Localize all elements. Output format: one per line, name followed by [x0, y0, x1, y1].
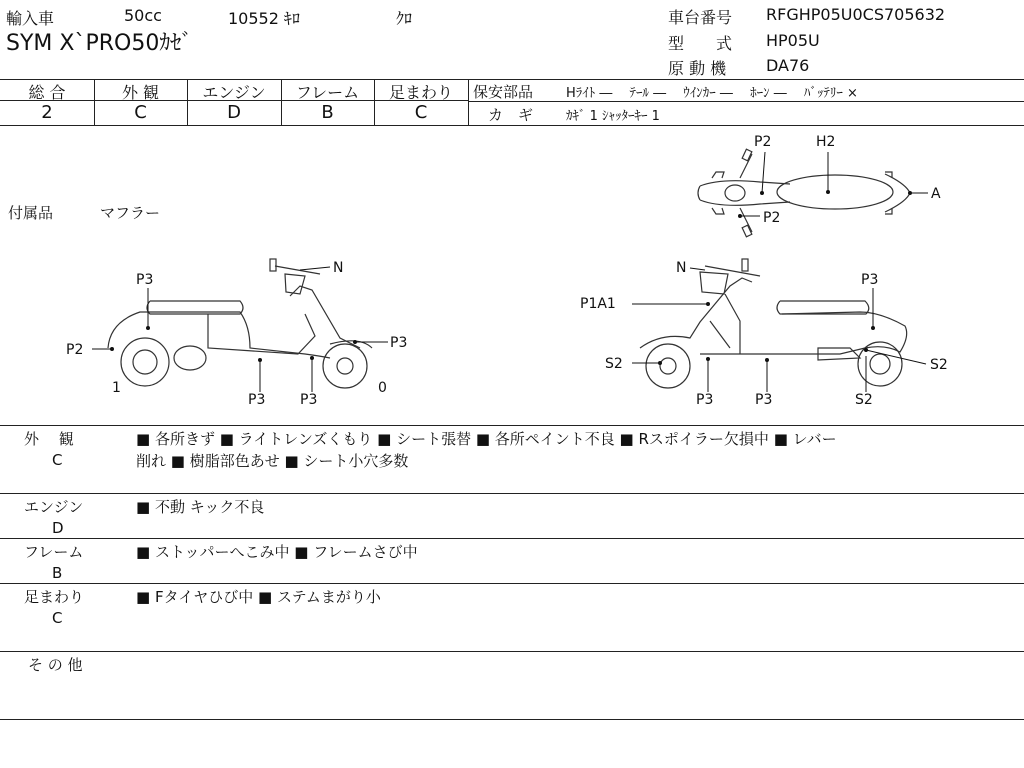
import-label: 輸入車	[6, 9, 55, 28]
divider	[0, 651, 1024, 652]
model-name: SYM X`PRO50ｶｾﾞ	[6, 31, 193, 56]
displacement: 50cc	[124, 6, 162, 25]
grade-header-suspension: 足まわり	[388, 83, 453, 102]
label-right-p3b: P3	[696, 392, 714, 408]
frame-no: RFGHP05U0CS705632	[766, 5, 946, 24]
section-exterior-line: ■ 各所きず ■ ライトレンズくもり ■ シート張替 ■ 各所ペイント不良 ■ Rスポイラー欠損中 ■ レバー	[136, 430, 837, 448]
label-right-p1a1: P1A1	[580, 296, 616, 312]
frame-no-label: 車台番号	[668, 8, 733, 27]
section-suspension-grade: C	[52, 609, 63, 627]
safety-label: 保安部品	[473, 83, 534, 101]
section-suspension-line: ■ Fタイヤひび中 ■ ステムまがり小	[136, 588, 381, 606]
label-right-p3a: P3	[861, 272, 879, 288]
label-left-p3c: P3	[248, 392, 266, 408]
label-top-h2: H2	[816, 134, 836, 150]
grade-value-engine: D	[227, 102, 241, 123]
label-left-0: 0	[378, 380, 387, 396]
label-left-p3b: P3	[390, 335, 408, 351]
section-frame-line: ■ ストッパーへこみ中 ■ フレームさび中	[136, 543, 418, 561]
label-left-p3a: P3	[136, 272, 154, 288]
mileage: 10552 ｷﾛ	[228, 9, 300, 28]
divider	[0, 425, 1024, 426]
section-exterior-line: 削れ ■ 樹脂部色あせ ■ シート小穴多数	[136, 452, 409, 470]
grade-value-exterior: C	[134, 102, 147, 123]
label-top-a: A	[931, 186, 941, 202]
grade-header-engine: エンジン	[202, 83, 266, 102]
grade-header-frame: フレーム	[295, 83, 360, 102]
divider	[468, 79, 469, 125]
label-right-p3c: P3	[755, 392, 773, 408]
divider	[0, 538, 1024, 539]
accessories-label: 付属品	[8, 204, 54, 222]
grade-value-frame: B	[321, 102, 334, 123]
section-exterior-grade: C	[52, 451, 63, 469]
label-left-p2: P2	[66, 342, 84, 358]
engine-value: DA76	[766, 56, 810, 75]
type-label: 型 式	[668, 34, 733, 53]
key-label: カ ギ	[488, 106, 534, 124]
section-engine-line: ■ 不動 キック不良	[136, 498, 265, 516]
label-top-p2: P2	[754, 134, 772, 150]
scooter-top-view	[698, 149, 910, 237]
grade-header-overall: 総 合	[28, 83, 66, 102]
section-suspension-title: 足まわり	[24, 588, 85, 606]
label-right-s2b: S2	[930, 357, 948, 373]
grade-header-exterior: 外 観	[121, 83, 160, 102]
divider	[468, 101, 1024, 102]
color: ｸﾛ	[396, 9, 413, 28]
section-engine-grade: D	[52, 519, 64, 537]
label-left-p3d: P3	[300, 392, 318, 408]
engine-label: 原 動 機	[668, 59, 727, 78]
label-right-n: N	[676, 260, 687, 276]
grade-value-suspension: C	[414, 102, 428, 123]
accessories-value: マフラー	[100, 204, 161, 222]
section-other-title: そ の 他	[28, 656, 83, 674]
safety-items: Hﾗｲﾄ ― ﾃｰﾙ ― ｳｲﾝｶｰ ― ﾎｰﾝ ― ﾊﾞｯﾃﾘｰ ×	[566, 86, 858, 101]
section-frame-grade: B	[52, 564, 63, 582]
label-left-1: 1	[112, 380, 121, 396]
damage-diagram	[0, 126, 1024, 426]
section-exterior-title: 外 観	[24, 430, 74, 448]
label-right-s2c: S2	[855, 392, 873, 408]
label-right-s2a: S2	[605, 356, 623, 372]
label-left-n: N	[333, 260, 344, 276]
label-top-p2b: P2	[763, 210, 781, 226]
divider	[0, 583, 1024, 584]
key-value: ｶｷﾞ 1 ｼｬｯﾀｰｷｰ 1	[566, 109, 660, 124]
section-frame-title: フレーム	[24, 543, 84, 561]
section-engine-title: エンジン	[24, 498, 84, 516]
divider	[0, 719, 1024, 720]
divider	[0, 493, 1024, 494]
grade-value-overall: 2	[41, 102, 53, 123]
type-value: HP05U	[766, 31, 820, 50]
